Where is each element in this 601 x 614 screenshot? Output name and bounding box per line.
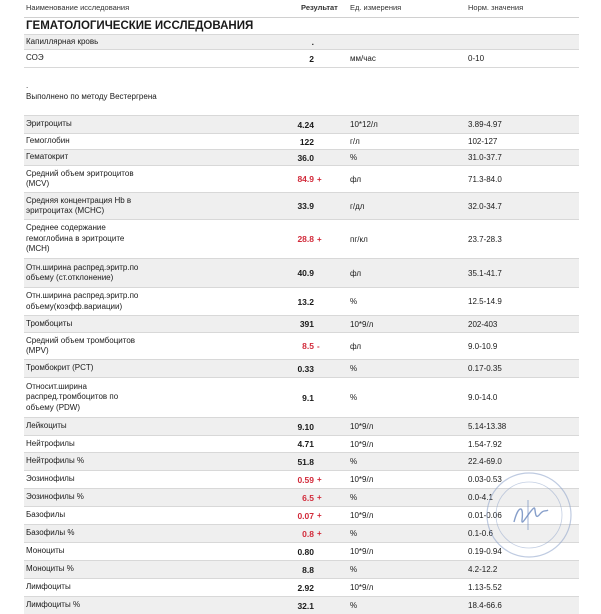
reference-range: 102-127 [468, 137, 498, 146]
abnormal-flag [317, 68, 329, 115]
test-name-text: Относит.ширина распред.тромбоцитов по объему (PDW) [26, 381, 119, 412]
result-value: 8.5 [302, 341, 314, 351]
test-name [26, 220, 216, 258]
table-row [24, 359, 579, 377]
table-row [24, 435, 579, 452]
reference-range: 22.4-69.0 [468, 457, 502, 466]
abnormal-flag: + [317, 529, 322, 538]
test-name-text: Среднее содержание гемоглобина в эритроците (MCH) [26, 223, 125, 254]
result-value: 33.9 [297, 201, 314, 211]
test-name: Тромбокрит (PCT) [26, 363, 94, 373]
abnormal-flag [317, 50, 329, 67]
unit: 10*9/л [350, 547, 374, 556]
table-row [24, 287, 579, 315]
unit: % [350, 297, 358, 306]
unit [350, 35, 450, 49]
result-value: 122 [299, 136, 314, 147]
unit: г/дл [350, 201, 365, 211]
unit: фл [350, 174, 362, 184]
unit: 10*9/л [350, 511, 374, 520]
reference-range: 18.4-66.6 [468, 601, 502, 610]
test-name-text: Средняя концентрация Hb в эритроцитах (MCHC) [26, 195, 132, 215]
result-value: 9.10 [297, 421, 314, 432]
result-value: 2.92 [297, 582, 314, 593]
result-value: 8.8 [302, 564, 314, 575]
reference-range: 0.01-0.06 [468, 511, 502, 520]
reference-range: 0.19-0.94 [468, 547, 502, 556]
table-row [24, 417, 579, 435]
unit: 10*9/л [350, 319, 374, 329]
abnormal-flag [317, 453, 329, 470]
lab-seal-stamp-icon [484, 470, 574, 560]
test-name: Нейтрофилы % [26, 456, 85, 466]
table-row [24, 34, 579, 49]
reference-range: 0.0-4.1 [468, 493, 493, 502]
reference-range: 9.0-14.0 [468, 393, 498, 402]
result-value: 84.9 [297, 174, 314, 184]
abnormal-flag [317, 116, 329, 133]
reference-range: 1.54-7.92 [468, 439, 502, 449]
result-value: 32.1 [297, 600, 314, 611]
test-name: Эозинофилы [26, 474, 75, 484]
test-name-text: Отн.ширина распред.эритр.по объему (ст.отклонение) [26, 262, 139, 282]
reference-range: 3.89-4.97 [468, 120, 502, 129]
test-name [26, 378, 216, 417]
test-name-text: Отн.ширина распред.эритр.по объему(коэфф.вариации) [26, 291, 139, 311]
abnormal-flag [317, 378, 329, 417]
test-name [26, 68, 216, 115]
abnormal-flag [317, 193, 329, 219]
reference-range: 4.2-12.2 [468, 565, 498, 574]
abnormal-flag [317, 561, 329, 578]
table-row [24, 49, 579, 67]
abnormal-flag: + [317, 234, 322, 244]
table-row [24, 596, 579, 614]
reference-range: 32.0-34.7 [468, 201, 502, 211]
reference-range: 9.0-10.9 [468, 341, 498, 351]
test-name: СОЭ [26, 53, 44, 63]
reference-range: 1.13-5.52 [468, 583, 502, 592]
unit: % [350, 493, 358, 502]
unit: фл [350, 268, 362, 278]
test-name: Эритроциты [26, 119, 72, 129]
reference-range: 0.17-0.35 [468, 364, 502, 373]
test-name-text: . Выполнено по методу Вестергрена [26, 81, 157, 101]
result-value [224, 68, 314, 115]
test-name: Капиллярная кровь [26, 36, 99, 46]
test-name: Моноциты [26, 546, 65, 556]
test-name: Тромбоциты [26, 318, 73, 328]
result-value: 13.2 [297, 296, 314, 307]
result-value: 4.24 [297, 119, 314, 130]
reference-range: 202-403 [468, 319, 498, 329]
abnormal-flag: + [317, 493, 322, 502]
unit [350, 68, 450, 115]
test-name: Лимфоциты [26, 582, 71, 592]
result-value: 2 [309, 53, 314, 64]
table-row [24, 192, 579, 219]
reference-range [468, 68, 568, 115]
unit: пг/кл [350, 234, 368, 244]
result-value: 40.9 [297, 268, 314, 278]
header-norm-column: Норм. значения [468, 3, 524, 12]
result-value: 391 [299, 319, 314, 329]
unit: % [350, 364, 358, 373]
test-name: Базофилы [26, 510, 66, 520]
test-name: Эозинофилы % [26, 492, 84, 502]
result-value: 0.33 [297, 363, 314, 374]
header-result-column: Результат [301, 3, 338, 12]
table-row [24, 149, 579, 165]
test-name [26, 166, 216, 192]
abnormal-flag [317, 543, 329, 560]
result-value: 4.71 [297, 439, 314, 449]
result-value: 6.5 [302, 492, 314, 503]
reference-range: 5.14-13.38 [468, 422, 507, 431]
table-row [24, 377, 579, 417]
unit: 10*12/л [350, 120, 378, 129]
abnormal-flag [317, 436, 329, 452]
table-row [24, 578, 579, 596]
table-row [24, 133, 579, 149]
reference-range: 71.3-84.0 [468, 174, 502, 184]
section-title: ГЕМАТОЛОГИЧЕСКИЕ ИССЛЕДОВАНИЯ [24, 17, 579, 34]
test-name: Базофилы % [26, 528, 75, 538]
unit: 10*9/л [350, 475, 374, 484]
test-name: Лимфоциты % [26, 600, 81, 610]
test-name [26, 193, 216, 219]
unit: % [350, 457, 358, 466]
result-value: 0.80 [297, 546, 314, 557]
abnormal-flag: + [317, 475, 322, 484]
table-row [24, 219, 579, 258]
result-value: 36.0 [297, 152, 314, 163]
table-row [24, 452, 579, 470]
abnormal-flag [317, 259, 329, 287]
table-row [24, 165, 579, 192]
unit: % [350, 153, 358, 162]
unit: % [350, 601, 358, 610]
result-value: 28.8 [297, 234, 314, 244]
reference-range: 0.03-0.53 [468, 475, 502, 484]
abnormal-flag: + [317, 511, 322, 520]
unit: 10*9/л [350, 422, 374, 431]
test-name: Гематокрит [26, 152, 69, 162]
reference-range: 12.5-14.9 [468, 297, 502, 306]
result-value: . [311, 37, 314, 47]
table-row [24, 67, 579, 115]
table-row [24, 258, 579, 287]
abnormal-flag [317, 316, 329, 332]
table-header [24, 0, 579, 14]
result-value: 9.1 [302, 392, 314, 403]
abnormal-flag [317, 360, 329, 377]
unit: % [350, 529, 358, 538]
abnormal-flag: - [317, 341, 320, 351]
table-row [24, 332, 579, 359]
test-name: Нейтрофилы [26, 438, 75, 448]
test-name [26, 288, 216, 315]
table-row [24, 315, 579, 332]
header-unit-column: Ед. измерения [350, 3, 402, 12]
table-row [24, 560, 579, 578]
unit: 10*9/л [350, 583, 374, 592]
test-name: Лейкоциты [26, 421, 67, 431]
reference-range: 0-10 [468, 54, 485, 63]
table-row [24, 115, 579, 133]
test-name-text: Средний объем тромбоцитов (MPV) [26, 335, 136, 355]
reference-range [468, 35, 568, 49]
test-name [26, 259, 216, 287]
unit: фл [350, 341, 362, 351]
test-name: Моноциты % [26, 564, 74, 574]
abnormal-flag: + [317, 174, 322, 184]
test-name: Гемоглобин [26, 136, 70, 146]
unit: 10*9/л [350, 439, 374, 449]
result-value: 0.59 [297, 474, 314, 485]
unit: % [350, 565, 358, 574]
abnormal-flag [317, 288, 329, 315]
result-value: 0.8 [302, 528, 314, 539]
abnormal-flag [317, 134, 329, 149]
reference-range: 0.1-0.6 [468, 529, 493, 538]
abnormal-flag [317, 35, 329, 49]
result-value: 51.8 [297, 456, 314, 467]
reference-range: 35.1-41.7 [468, 268, 502, 278]
unit: % [350, 393, 358, 402]
reference-range: 31.0-37.7 [468, 153, 502, 162]
unit: г/л [350, 137, 360, 146]
result-value: 0.07 [297, 510, 314, 521]
test-name [26, 333, 216, 359]
reference-range: 23.7-28.3 [468, 234, 502, 244]
abnormal-flag [317, 418, 329, 435]
header-name-column: Наименование исследования [26, 3, 130, 12]
unit: мм/час [350, 54, 376, 63]
abnormal-flag [317, 579, 329, 596]
test-name-text: Средний объем эритроцитов (MCV) [26, 168, 134, 188]
abnormal-flag [317, 150, 329, 165]
